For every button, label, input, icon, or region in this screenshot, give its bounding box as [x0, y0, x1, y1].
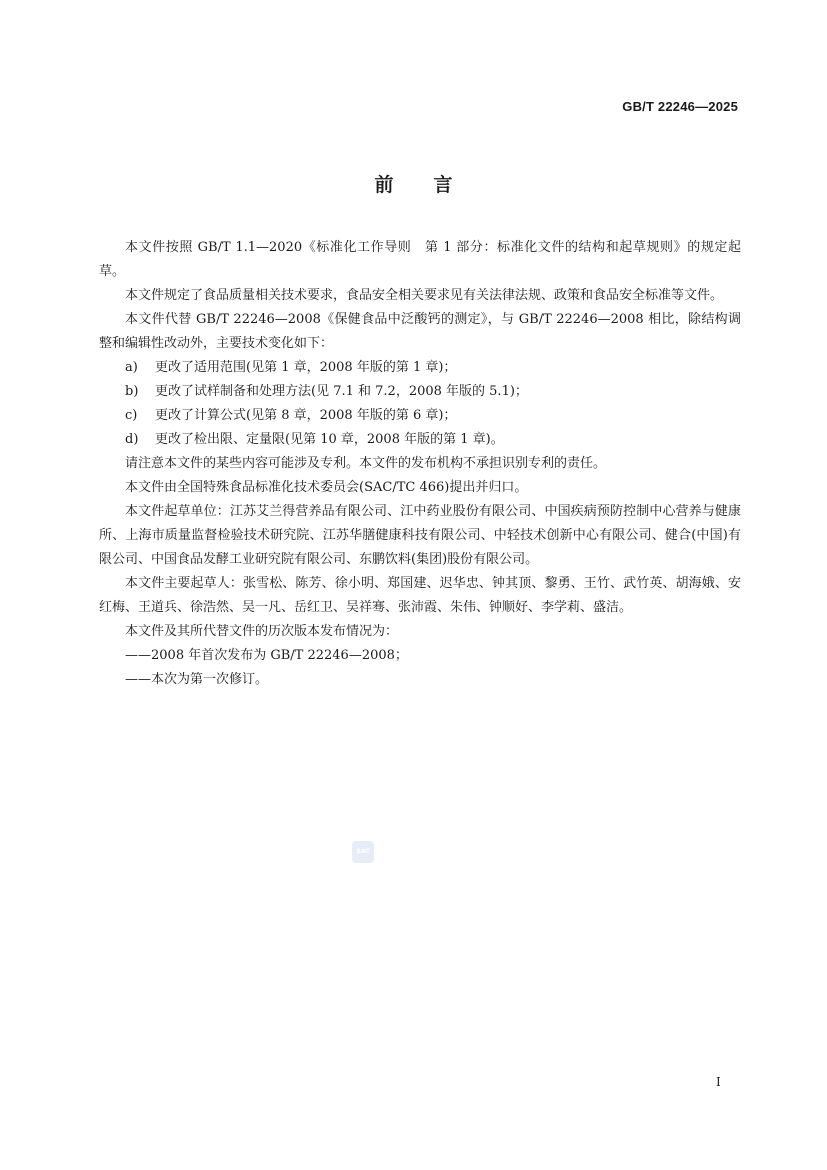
list-text: 更改了检出限、定量限(见第 10 章，2008 年版的第 1 章)。 — [155, 432, 504, 447]
paragraph-history-intro: 本文件及其所代替文件的历次版本发布情况为： — [125, 624, 399, 639]
paragraph-scope-note: 本文件规定了食品质量相关技术要求，食品安全相关要求见有关法律法规、政策和食品安全标准等文件。 — [125, 288, 724, 303]
paragraph-drafting-units: 本文件起草单位：江苏艾兰得营养品有限公司、江中药业股份有限公司、中国疾病预防控制中心营养与健康所、上海市质量监督检验技术研究院、江苏华膳健康科技有限公司、中轻技术创新中心有限公司、健合(中国)有限公司、中国食品发酵工业研究院有限公司、东鹏饮料(集团)股份有限公司。 — [99, 504, 741, 567]
foreword-body — [99, 236, 741, 692]
history-item: ——本次为第一次修订。 — [125, 672, 269, 687]
list-item-change — [99, 380, 741, 404]
list-label: a) — [125, 360, 138, 375]
list-text: 更改了试样制备和处理方法(见 7.1 和 7.2，2008 年版的 5.1)； — [155, 384, 528, 399]
list-item-change — [99, 356, 741, 380]
paragraph-patent-notice: 请注意本文件的某些内容可能涉及专利。本文件的发布机构不承担识别专利的责任。 — [125, 456, 607, 471]
paragraph-drafters: 本文件主要起草人：张雪松、陈芳、徐小明、郑国建、迟华忠、钟其顶、黎勇、王竹、武竹英、胡海娥、安红梅、王道兵、徐浩然、吴一凡、岳红卫、吴祥骞、张沛霞、朱伟、钟顺好、李学莉、盛洁。 — [99, 576, 741, 615]
sac-watermark-logo: SAC — [352, 841, 374, 863]
title-char-right: 言 — [433, 174, 453, 196]
paragraph-drafting-rules: 本文件按照 GB/T 1.1—2020《标准化工作导则 第 1 部分：标准化文件的结构和起草规则》的规定起草。 — [99, 240, 741, 279]
list-label: b) — [125, 384, 139, 399]
page-number: I — [716, 1075, 721, 1089]
title-char-left: 前 — [374, 174, 394, 196]
list-label: d) — [125, 432, 139, 447]
paragraph-committee: 本文件由全国特殊食品标准化技术委员会(SAC/TC 466)提出并归口。 — [125, 480, 528, 495]
list-item-change — [99, 404, 741, 428]
list-text: 更改了计算公式(见第 8 章，2008 年版的第 6 章)； — [155, 408, 457, 423]
history-item: ——2008 年首次发布为 GB/T 22246—2008； — [125, 648, 408, 663]
page-title — [0, 170, 827, 197]
standard-code: GB/T 22246—2025 — [622, 99, 738, 114]
list-item-change — [99, 428, 741, 452]
list-text: 更改了适用范围(见第 1 章，2008 年版的第 1 章)； — [155, 360, 457, 375]
paragraph-replacement: 本文件代替 GB/T 22246—2008《保健食品中泛酸钙的测定》，与 GB/T 22246—2008 相比，除结构调整和编辑性改动外，主要技术变化如下： — [99, 312, 741, 351]
list-label: c) — [125, 408, 138, 423]
